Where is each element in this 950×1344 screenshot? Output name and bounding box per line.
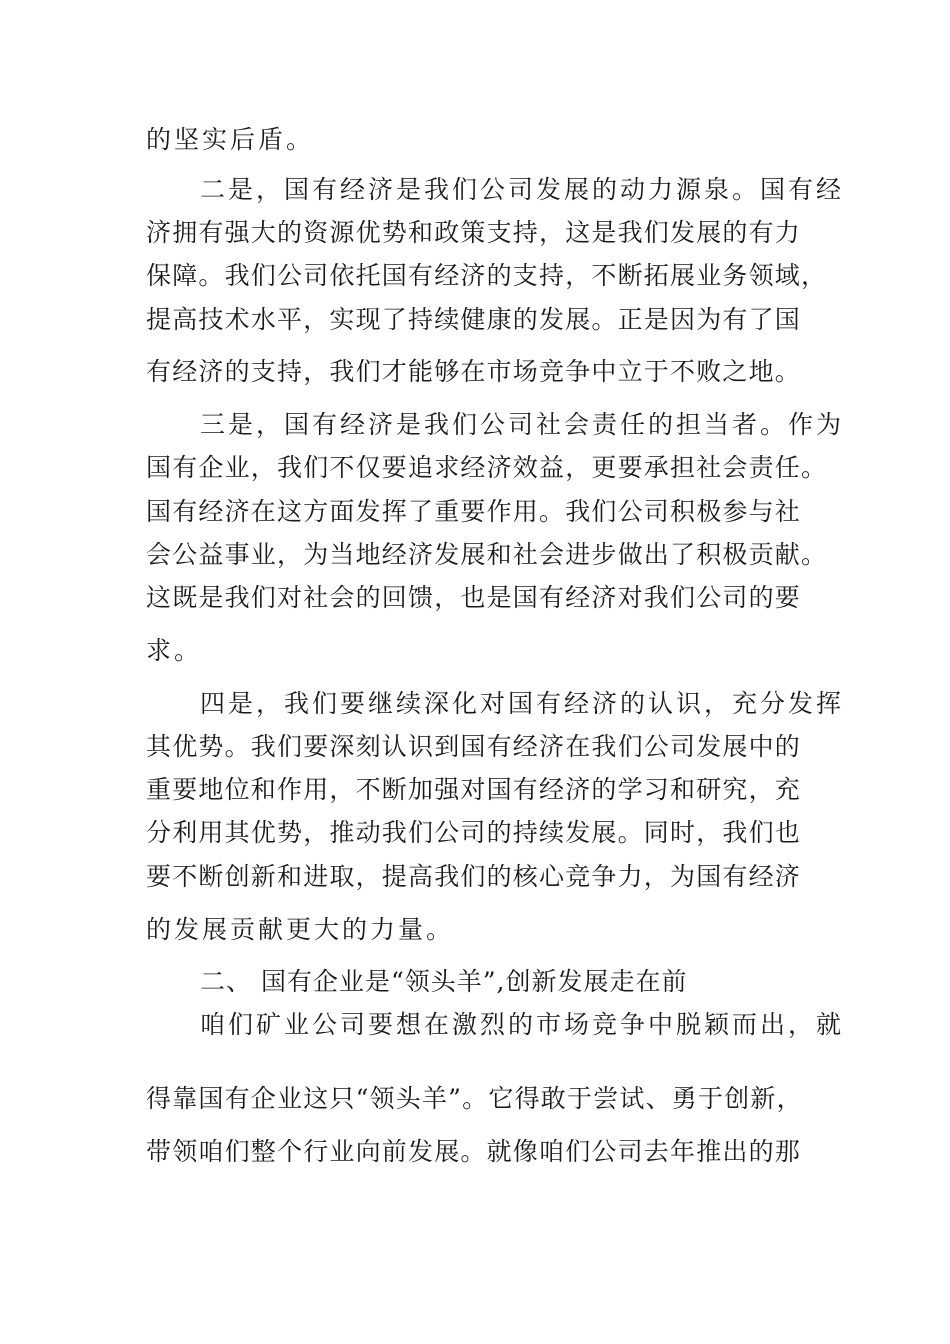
text-line: 国有经济在这方面发挥了重要作用。我们公司积极参与社	[146, 497, 802, 526]
section-heading: 二、 国有企业是“领头羊”,创新发展走在前	[200, 967, 688, 996]
paragraph-first-line: 咱们矿业公司要想在激烈的市场竞争中脱颖而出，就	[200, 1010, 845, 1039]
text-line: 重要地位和作用，不断加强对国有经济的学习和研究，充	[146, 775, 802, 804]
text-line: 会公益事业，为当地经济发展和社会进步做出了积极贡献。	[146, 540, 828, 569]
text-line: 分利用其优势，推动我们公司的持续发展。同时，我们也	[146, 818, 802, 847]
text-line: 要不断创新和进取，提高我们的核心竞争力，为国有经济	[146, 862, 802, 891]
text-line: 求。	[146, 636, 203, 665]
text-line: 济拥有强大的资源优势和政策支持，这是我们发展的有力	[146, 218, 802, 247]
paragraph-first-line: 四是，我们要继续深化对国有经济的认识，充分发挥	[200, 689, 845, 718]
text-line: 带领咱们整个行业向前发展。就像咱们公司去年推出的那	[146, 1137, 802, 1166]
text-line: 得靠国有企业这只“领头羊”。它得敢于尝试、勇于创新，	[146, 1084, 803, 1113]
text-line: 的坚实后盾。	[146, 125, 315, 154]
text-line: 保障。我们公司依托国有经济的支持，不断拓展业务领域，	[146, 261, 828, 290]
text-line: 其优势。我们要深刻认识到国有经济在我们公司发展中的	[146, 732, 802, 761]
text-line: 的发展贡献更大的力量。	[146, 915, 455, 944]
text-line: 这既是我们对社会的回馈，也是国有经济对我们公司的要	[146, 583, 802, 612]
text-line: 国有企业，我们不仅要追求经济效益，更要承担社会责任。	[146, 453, 828, 482]
text-line: 有经济的支持，我们才能够在市场竞争中立于不败之地。	[146, 357, 802, 386]
text-line: 提高技术水平，实现了持续健康的发展。正是因为有了国	[146, 305, 802, 334]
paragraph-first-line: 二是，国有经济是我们公司发展的动力源泉。国有经	[200, 175, 845, 204]
paragraph-first-line: 三是，国有经济是我们公司社会责任的担当者。作为	[200, 410, 845, 439]
